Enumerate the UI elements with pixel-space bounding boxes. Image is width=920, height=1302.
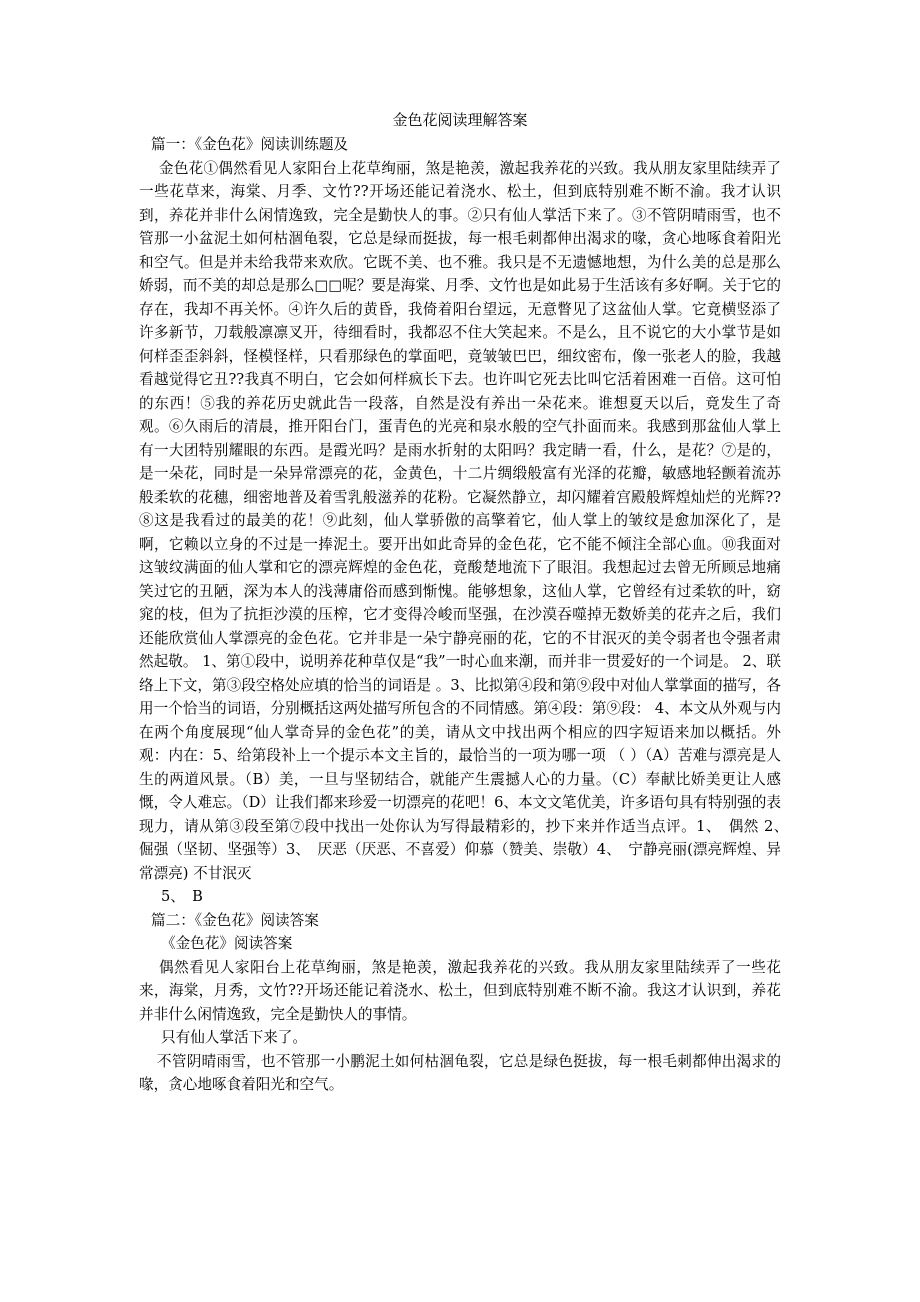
part2-subheading: 《金色花》阅读答案	[161, 935, 293, 952]
part1-body: 金色花①偶然看见人家阳台上花草绚丽，煞是艳羡，激起我养花的兴致。我从朋友家里陆续弄了一些花草来，海棠、月季、文竹??开场还能记着浇水、松土，但到底特别难不断不渝。我才认识到，养花并非什么闲情逸致，完全是勤快人的事。②只有仙人掌活下来了。③不管阴晴雨雪，也不管那一小盆泥土如何枯涸龟裂，它总是绿而挺拔，每一根毛刺都伸出渴求的喙，贪心地啄食着阳光和空气。但是并未给我带来欢欣。它既不美、也不雅。我只是不无遗憾地想，为什么美的总是那么娇弱，而不美的却总是那么□□呢？要是海棠、月季、文竹也是如此易于生活该有多好啊。关于它的存在，我却不再关怀。④许久后的黄昏，我倚着阳台望远，无意瞥见了这盆仙人掌。它竟横竖添了许多新节，刀载般凛凛叉开，待细看时，我都忍不住大笑起来。不是么，且不说它的大小掌节是如何样歪歪斜斜，怪模怪样，只看那绿色的掌面吧，竟皱皱巴巴，细纹密布，像一张老人的脸，我越看越觉得它丑??我真不明白，它会如何样疯长下去。也许叫它死去比叫它活着困难一百倍。这可怕的东西！⑤我的养花历史就此告一段落，自然是没有养出一朵花来。谁想夏天以后，竟发生了奇观。⑥久雨后的清晨，推开阳台门，蛋青色的光亮和泉水般的空气扑面而来。我感到那盆仙人掌上有一大团特别耀眼的东西。是霞光吗？是雨水折射的太阳吗？我定睛一看，什么，是花？⑦是的，是一朵花，同时是一朵异常漂亮的花，金黄色，十二片绸缎般富有光泽的花瓣，敏感地轻颤着流苏般柔软的花穗，细密地普及着雪乳般滋养的花粉。它凝然静立，却闪耀着宫殿般辉煌灿烂的光辉??⑧这是我看过的最美的花！⑨此刻，仙人掌骄傲的高擎着它，仙人掌上的皱纹是愈加深化了，是啊，它赖以立身的不过是一捧泥土。要开出如此奇异的金色花，它不能不倾注全部心血。⑩我面对这皱纹满面的仙人掌和它的漂亮辉煌的金色花，竟酸楚地流下了眼泪。我想起过去曾无所顾忌地痛笑过它的丑陋，深为本人的浅薄庸俗而感到惭愧。能够想象，这仙人掌，它曾经有过柔软的叶，窈窕的枝，但为了抗拒沙漠的压榨，它才变得冷峻而坚强，在沙漠吞噬掉无数娇美的花卉之后，我们还能欣赏仙人掌漂亮的金色花。它并非是一朵宁静亮丽的花，它的不甘泯灭的美令弱者也令强者肃然起敬。 1、第①段中，说明养花种草仅是“我”一时心血来潮，而并非一贯爱好的一个词是。 2、联络上下文，第③段空格处应填的恰当的词语是 。3、比拟第④段和第⑨段中对仙人掌掌面的描写，各用一个恰当的词语，分别概括这两处描写所包含的不同情感。第④段：第⑨段： 4、本文从外观与内在两个角度展现“仙人掌奇异的金色花”的美，请从文中找出两个相应的四字短语来加以概括。外观：内在：5、给第段补上一个提示本文主旨的，最恰当的一项为哪一项 （ ）（A）苦难与漂亮是人生的两道风景。（B）美，一旦与坚韧结合，就能产生震撼人心的力量。（C）奉献比娇美更让人感慨，令人难忘。（D）让我们都来珍爱一切漂亮的花吧！6、本文文笔优美，许多语句具有特别强的表现力，请从第③段至第⑦段中找出一处你认为写得最精彩的，抄下来并作适当点评。1、 偶然 2、 倔强（坚韧、坚强等）3、 厌恶（厌恶、不喜爱）仰慕（赞美、崇敬）4、 宁静亮丽(漂亮辉煌、异常漂亮) 不甘泯灭	[139, 159, 796, 882]
part2-paragraph-1: 偶然看见人家阳台上花草绚丽，煞是艳羡，激起我养花的兴致。我从朋友家里陆续弄了一些花来，海棠，月秀，文竹??开场还能记着浇水、松土，但到底特别难不断不渝。我这才认识到，养花并非什么闲情逸致，完全是勤快人的事情。	[139, 958, 781, 1023]
document-title: 金色花阅读理解答案	[392, 111, 528, 129]
part2-paragraph-3: 不管阴晴雨雪，也不管那一小鹏泥土如何枯涸龟裂，它总是绿色挺拔，每一根毛刺都伸出渴求的喙，贪心地啄食着阳光和空气。	[139, 1052, 781, 1093]
part1-heading: 篇一：《金色花》阅读训练题及	[151, 136, 349, 153]
part2-heading: 篇二：《金色花》阅读答案	[151, 911, 319, 929]
part1-answer-5: 5、 B	[161, 888, 203, 905]
document-page	[139, 110, 796, 1097]
part2-paragraph-2: 只有仙人掌活下来了。	[161, 1029, 307, 1046]
